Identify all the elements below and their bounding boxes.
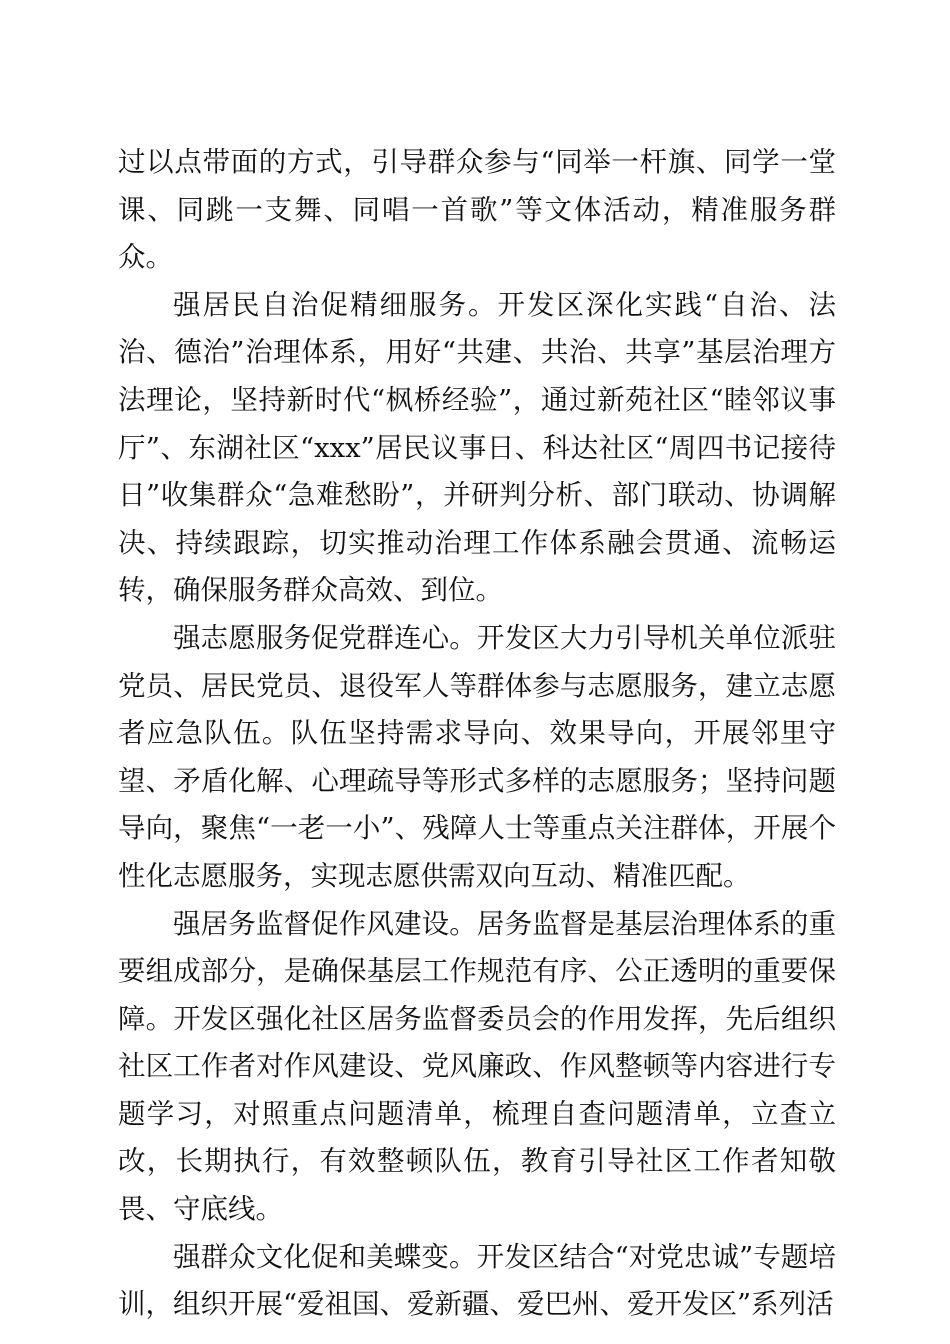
paragraph-affairs-supervision: 强居务监督促作风建设。居务监督是基层治理体系的重要组成部分，是确保基层工作规范有序、公正透明的重要保障。开发区强化社区居务监督委员会的作用发挥，先后组织社区工作者对作风建设、党风廉政、作风整顿等内容进行专题学习，对照重点问题清单，梳理自查问题清单，立查立改，长期执行，有效整顿队伍，教育引导社区工作者知敬畏、守底线。: [118, 907, 836, 1226]
body-text: [118, 139, 836, 1329]
paragraph-volunteer-service: 强志愿服务促党群连心。开发区大力引导机关单位派驻党员、居民党员、退役军人等群体参与志愿服务，建立志愿者应急队伍。队伍坚持需求导向、效果导向，开展邻里守望、矛盾化解、心理疏导等形式多样的志愿服务；坚持问题导向，聚焦“一老一小”、残障人士等重点关注群体，开展个性化志愿服务，实现志愿供需双向互动、精准匹配。: [118, 621, 836, 892]
paragraph-resident-autonomy: 强居民自治促精细服务。开发区深化实践“自治、法治、德治”治理体系，用好“共建、共治、共享”基层治理方法理论，坚持新时代“枫桥经验”，通过新苑社区“睦邻议事厅”、东湖社区“xxx”居民议事日、科达社区“周四书记接待日”收集群众“急难愁盼”，并研判分析、部门联动、协调解决、持续跟踪，切实推动治理工作体系融会贯通、流畅运转，确保服务群众高效、到位。: [118, 288, 836, 607]
paragraph-mass-culture: 强群众文化促和美蝶变。开发区结合“对党忠诚”专题培训，组织开展“爱祖国、爱新疆、爱巴州、爱开发区”系列活: [118, 1240, 836, 1321]
paragraph-continuation: 过以点带面的方式，引导群众参与“同举一杆旗、同学一堂课、同跳一支舞、同唱一首歌”等文体活动，精准服务群众。: [118, 146, 836, 274]
